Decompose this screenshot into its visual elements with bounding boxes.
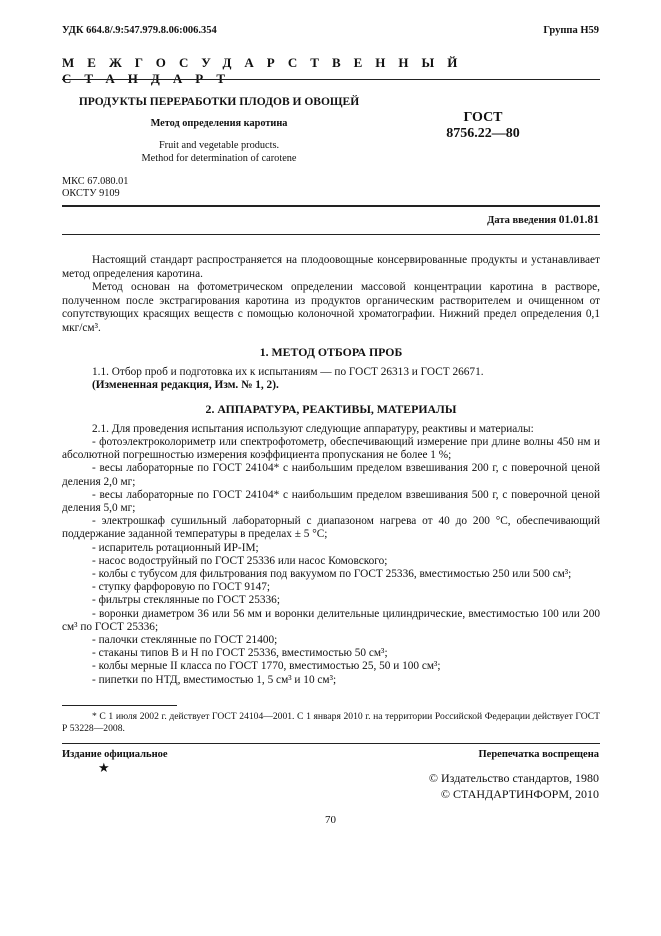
list-item: - ступку фарфоровую по ГОСТ 9147; bbox=[92, 581, 271, 594]
udk-code: УДК 664.8/.9:547.979.8.06:006.354 bbox=[62, 25, 217, 36]
footer-rule bbox=[62, 743, 600, 744]
copyright-1980: © Издательство стандартов, 1980 bbox=[428, 771, 599, 785]
intro-date-label: Дата введения bbox=[487, 215, 557, 226]
list-item: - фильтры стеклянные по ГОСТ 25336; bbox=[92, 594, 280, 607]
list-item: - весы лабораторные по ГОСТ 24104* с наибольшим пределом взвешивания 200 г, с поверочной ценой деления 2,0 мг; bbox=[62, 462, 600, 488]
star-icon: ★ bbox=[98, 760, 110, 775]
list-item: - колбы мерные II класса по ГОСТ 1770, вместимостью 25, 50 и 100 см³; bbox=[92, 660, 441, 673]
group-code: Группа Н59 bbox=[543, 25, 599, 36]
page-number: 70 bbox=[325, 814, 336, 826]
section-1-heading: 1. МЕТОД ОТБОРА ПРОБ bbox=[259, 345, 403, 359]
list-item: - весы лабораторные по ГОСТ 24104* с наибольшим пределом взвешивания 500 г, с поверочной ценой деления 5,0 мг; bbox=[62, 488, 600, 515]
list-item: - колбы с тубусом для фильтрования под вакуумом по ГОСТ 25336, вместимостью 250 или 500 см³; bbox=[92, 568, 572, 581]
copyright-2010: © СТАНДАРТИНФОРМ, 2010 bbox=[440, 787, 599, 801]
reprint-prohibited: Перепечатка воспрещена bbox=[478, 749, 599, 760]
list-item: - электрошкаф сушильный лабораторный с диапазоном нагрева от 40 до 200 °С, обеспечивающий поддержание заданной температуры в пределах ± 5 °С; bbox=[62, 515, 600, 541]
section-1-note: (Измененная редакция, Изм. № 1, 2). bbox=[92, 379, 279, 391]
list-item: - стаканы типов В и Н по ГОСТ 25336, вместимостью 50 см³; bbox=[92, 647, 388, 660]
intro-paragraph-1: Настоящий стандарт распространяется на плодоовощные консервированные продукты и устанавливает метод определения каротина. bbox=[62, 254, 600, 280]
title-ru-sub: Метод определения каротина bbox=[150, 118, 288, 129]
intro-date-value: 01.01.81 bbox=[558, 214, 599, 226]
section-1-text: 1.1. Отбор проб и подготовка их к испытаниям — по ГОСТ 26313 и ГОСТ 26671. bbox=[92, 366, 484, 378]
date-rule bbox=[62, 234, 600, 235]
title-rule bbox=[62, 205, 600, 207]
title-en-line2: Method for determination of carotene bbox=[141, 153, 297, 164]
section-2-heading: 2. АППАРАТУРА, РЕАКТИВЫ, МАТЕРИАЛЫ bbox=[205, 402, 457, 416]
intro-date bbox=[487, 214, 599, 226]
official-edition: Издание официальное bbox=[62, 749, 168, 760]
list-item: - испаритель ротационный ИР-IM; bbox=[92, 541, 259, 554]
header-rule bbox=[62, 79, 600, 80]
title-en-line1: Fruit and vegetable products. bbox=[158, 140, 280, 151]
title-ru-main: ПРОДУКТЫ ПЕРЕРАБОТКИ ПЛОДОВ И ОВОЩЕЙ bbox=[78, 96, 360, 108]
intro-paragraph-2: Метод основан на фотометрическом определении массовой концентрации каротина в растворе, полученном после экстрагирования каротина из продуктов органическим растворителем и очищенном от сопутствующих красящих веществ с помощью колоночной хроматографии. Нижний предел определения 0,1 мкг/см³. bbox=[62, 281, 600, 334]
mks-code: МКС 67.080.01 bbox=[62, 176, 129, 187]
interstate-standard-banner: МЕЖГОСУДАРСТВЕННЫЙ СТАНДАРТ bbox=[62, 55, 471, 86]
section-2-lead: 2.1. Для проведения испытания используют следующие аппаратуру, реактивы и материалы: bbox=[92, 423, 534, 435]
gost-label: ГОСТ bbox=[463, 110, 503, 125]
list-item: - воронки диаметром 36 или 56 мм и воронки делительные цилиндрические, вместимостью 100 или 200 см³ по ГОСТ 25336; bbox=[62, 607, 600, 633]
list-item: - палочки стеклянные по ГОСТ 21400; bbox=[92, 634, 278, 647]
list-item: - фотоэлектроколориметр или спектрофотометр, обеспечивающий измерение при длине волны 450 нм и абсолютной погрешностью измерения коэффициента пропускания не более 1 %; bbox=[62, 436, 600, 462]
footnote-rule bbox=[62, 705, 177, 706]
equipment-list bbox=[62, 436, 600, 687]
gost-number: 8756.22—80 bbox=[446, 126, 520, 141]
list-item: - насос водоструйный по ГОСТ 25336 или насос Комовского; bbox=[92, 554, 388, 567]
okstu-code: ОКСТУ 9109 bbox=[62, 188, 120, 199]
footnote: * С 1 июля 2002 г. действует ГОСТ 24104—2001. С 1 января 2010 г. на территории Российской Федерации действует ГОСТ Р 53228—2008. bbox=[62, 711, 600, 734]
list-item: - пипетки по НТД, вместимостью 1, 5 см³ и 10 см³; bbox=[92, 673, 337, 686]
